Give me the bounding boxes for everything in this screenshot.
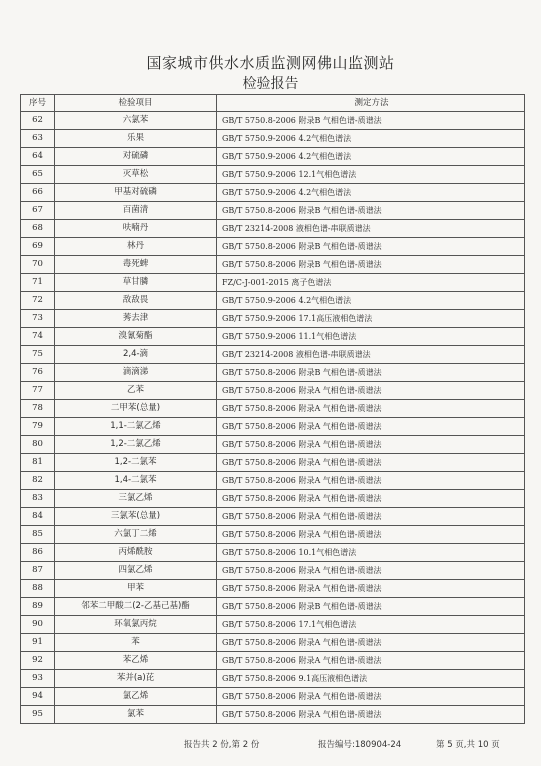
row-test-item: 2,4-滴 — [55, 346, 217, 364]
table-body — [21, 112, 525, 724]
row-number: 70 — [21, 256, 55, 274]
row-number: 66 — [21, 184, 55, 202]
row-test-method: GB/T 5750.8-2006 附录B 气相色谱-质谱法 — [217, 238, 525, 256]
header-item: 检验项目 — [55, 95, 217, 112]
table-row — [21, 274, 525, 292]
table-row — [21, 310, 525, 328]
row-number: 68 — [21, 220, 55, 238]
table-row — [21, 418, 525, 436]
row-number: 71 — [21, 274, 55, 292]
row-test-method: GB/T 5750.9-2006 4.2气相色谱法 — [217, 130, 525, 148]
footer-copies: 报告共 2 份,第 2 份 — [184, 740, 260, 750]
table-row — [21, 616, 525, 634]
row-test-item: 二甲苯(总量) — [55, 400, 217, 418]
table-row — [21, 238, 525, 256]
row-number: 80 — [21, 436, 55, 454]
row-number: 76 — [21, 364, 55, 382]
row-number: 74 — [21, 328, 55, 346]
row-test-method: GB/T 5750.9-2006 11.1气相色谱法 — [217, 328, 525, 346]
row-number: 69 — [21, 238, 55, 256]
row-number: 64 — [21, 148, 55, 166]
row-test-item: 甲苯 — [55, 580, 217, 598]
table-row — [21, 652, 525, 670]
row-test-method: GB/T 5750.8-2006 附录B 气相色谱-质谱法 — [217, 364, 525, 382]
row-number: 84 — [21, 508, 55, 526]
table-row — [21, 292, 525, 310]
row-test-item: 滴滴涕 — [55, 364, 217, 382]
row-test-method: GB/T 5750.8-2006 附录A 气相色谱-质谱法 — [217, 400, 525, 418]
report-title: 国家城市供水水质监测网佛山监测站 — [146, 54, 395, 72]
row-test-method: GB/T 5750.8-2006 附录A 气相色谱-质谱法 — [217, 580, 525, 598]
row-test-item: 氯乙烯 — [55, 688, 217, 706]
table-row — [21, 598, 525, 616]
table-row — [21, 634, 525, 652]
table-header-row — [21, 95, 525, 112]
table-row — [21, 112, 525, 130]
table-row — [21, 220, 525, 238]
row-test-item: 灭草松 — [55, 166, 217, 184]
table-row — [21, 364, 525, 382]
row-test-item: 林丹 — [55, 238, 217, 256]
table-row — [21, 256, 525, 274]
row-number: 90 — [21, 616, 55, 634]
table-row — [21, 202, 525, 220]
table-row — [21, 382, 525, 400]
row-test-method: GB/T 5750.8-2006 9.1高压液相色谱法 — [217, 670, 525, 688]
row-test-method: GB/T 5750.8-2006 附录A 气相色谱-质谱法 — [217, 436, 525, 454]
row-test-method: GB/T 5750.9-2006 17.1高压液相色谱法 — [217, 310, 525, 328]
row-test-item: 百菌清 — [55, 202, 217, 220]
row-test-method: GB/T 5750.9-2006 4.2气相色谱法 — [217, 292, 525, 310]
table-row — [21, 346, 525, 364]
row-test-item: 1,2-二氯乙烯 — [55, 436, 217, 454]
row-test-method: FZ/C-J-001-2015 离子色谱法 — [217, 274, 525, 292]
row-test-item: 呋喃丹 — [55, 220, 217, 238]
row-number: 93 — [21, 670, 55, 688]
row-number: 63 — [21, 130, 55, 148]
row-test-method: GB/T 5750.9-2006 12.1气相色谱法 — [217, 166, 525, 184]
row-number: 65 — [21, 166, 55, 184]
row-test-method: GB/T 5750.8-2006 附录B 气相色谱-质谱法 — [217, 202, 525, 220]
row-test-item: 四氯乙烯 — [55, 562, 217, 580]
row-test-item: 乐果 — [55, 130, 217, 148]
row-test-item: 三氯苯(总量) — [55, 508, 217, 526]
row-test-item: 甲基对硫磷 — [55, 184, 217, 202]
table-row — [21, 508, 525, 526]
row-test-item: 莠去津 — [55, 310, 217, 328]
footer-report-number: 报告编号:180904-24 — [318, 740, 402, 750]
row-test-item: 1,1-二氯乙烯 — [55, 418, 217, 436]
row-test-method: GB/T 5750.8-2006 附录A 气相色谱-质谱法 — [217, 454, 525, 472]
row-number: 77 — [21, 382, 55, 400]
row-number: 89 — [21, 598, 55, 616]
row-test-item: 三氯乙烯 — [55, 490, 217, 508]
table-row — [21, 130, 525, 148]
row-test-method: GB/T 5750.8-2006 附录A 气相色谱-质谱法 — [217, 688, 525, 706]
row-test-method: GB/T 23214-2008 液相色谱-串联质谱法 — [217, 220, 525, 238]
row-test-method: GB/T 23214-2008 液相色谱-串联质谱法 — [217, 346, 525, 364]
table-row — [21, 436, 525, 454]
row-test-method: GB/T 5750.8-2006 附录A 气相色谱-质谱法 — [217, 562, 525, 580]
table-row — [21, 670, 525, 688]
table-row — [21, 562, 525, 580]
row-test-item: 邻苯二甲酸二(2-乙基己基)酯 — [55, 598, 217, 616]
row-test-method: GB/T 5750.8-2006 附录A 气相色谱-质谱法 — [217, 652, 525, 670]
row-test-item: 对硫磷 — [55, 148, 217, 166]
row-number: 92 — [21, 652, 55, 670]
row-test-method: GB/T 5750.8-2006 附录A 气相色谱-质谱法 — [217, 706, 525, 724]
row-number: 85 — [21, 526, 55, 544]
row-test-method: GB/T 5750.9-2006 4.2气相色谱法 — [217, 148, 525, 166]
row-test-method: GB/T 5750.8-2006 17.1气相色谱法 — [217, 616, 525, 634]
table-row — [21, 148, 525, 166]
row-test-method: GB/T 5750.8-2006 附录B 气相色谱-质谱法 — [217, 598, 525, 616]
table-row — [21, 580, 525, 598]
report-subtitle: 检验报告 — [242, 76, 299, 92]
row-test-item: 氯苯 — [55, 706, 217, 724]
row-number: 78 — [21, 400, 55, 418]
table-row — [21, 490, 525, 508]
row-number: 83 — [21, 490, 55, 508]
row-number: 91 — [21, 634, 55, 652]
row-number: 81 — [21, 454, 55, 472]
row-number: 87 — [21, 562, 55, 580]
table-row — [21, 706, 525, 724]
row-test-method: GB/T 5750.8-2006 附录A 气相色谱-质谱法 — [217, 490, 525, 508]
row-test-item: 六氯丁二烯 — [55, 526, 217, 544]
row-test-method: GB/T 5750.8-2006 附录A 气相色谱-质谱法 — [217, 526, 525, 544]
row-test-item: 草甘膦 — [55, 274, 217, 292]
table-row — [21, 526, 525, 544]
header-method: 测定方法 — [217, 95, 525, 112]
row-number: 95 — [21, 706, 55, 724]
row-test-item: 苯并(a)芘 — [55, 670, 217, 688]
row-test-item: 丙烯酰胺 — [55, 544, 217, 562]
table-row — [21, 166, 525, 184]
test-items-table — [20, 94, 525, 724]
row-test-method: GB/T 5750.8-2006 附录B 气相色谱-质谱法 — [217, 256, 525, 274]
row-number: 73 — [21, 310, 55, 328]
row-test-item: 1,2-二氯苯 — [55, 454, 217, 472]
table-row — [21, 688, 525, 706]
footer-page-number: 第 5 页,共 10 页 — [436, 740, 500, 750]
row-test-item: 环氧氯丙烷 — [55, 616, 217, 634]
table-row — [21, 400, 525, 418]
table-row — [21, 328, 525, 346]
row-number: 82 — [21, 472, 55, 490]
row-number: 72 — [21, 292, 55, 310]
row-test-method: GB/T 5750.9-2006 4.2气相色谱法 — [217, 184, 525, 202]
header-no: 序号 — [21, 95, 55, 112]
row-test-item: 敌敌畏 — [55, 292, 217, 310]
row-test-method: GB/T 5750.8-2006 附录A 气相色谱-质谱法 — [217, 634, 525, 652]
row-test-method: GB/T 5750.8-2006 附录A 气相色谱-质谱法 — [217, 418, 525, 436]
row-number: 79 — [21, 418, 55, 436]
row-test-item: 六氯苯 — [55, 112, 217, 130]
table-row — [21, 472, 525, 490]
table-row — [21, 544, 525, 562]
row-test-item: 1,4-二氯苯 — [55, 472, 217, 490]
row-test-method: GB/T 5750.8-2006 附录A 气相色谱-质谱法 — [217, 472, 525, 490]
row-number: 86 — [21, 544, 55, 562]
row-number: 62 — [21, 112, 55, 130]
row-test-item: 乙苯 — [55, 382, 217, 400]
row-test-method: GB/T 5750.8-2006 10.1气相色谱法 — [217, 544, 525, 562]
table-row — [21, 454, 525, 472]
row-test-item: 苯乙烯 — [55, 652, 217, 670]
row-test-item: 毒死蜱 — [55, 256, 217, 274]
row-test-item: 溴氰菊酯 — [55, 328, 217, 346]
table-row — [21, 184, 525, 202]
row-test-method: GB/T 5750.8-2006 附录A 气相色谱-质谱法 — [217, 382, 525, 400]
row-number: 75 — [21, 346, 55, 364]
row-test-item: 苯 — [55, 634, 217, 652]
row-number: 67 — [21, 202, 55, 220]
row-test-method: GB/T 5750.8-2006 附录B 气相色谱-质谱法 — [217, 112, 525, 130]
row-test-method: GB/T 5750.8-2006 附录A 气相色谱-质谱法 — [217, 508, 525, 526]
row-number: 88 — [21, 580, 55, 598]
row-number: 94 — [21, 688, 55, 706]
